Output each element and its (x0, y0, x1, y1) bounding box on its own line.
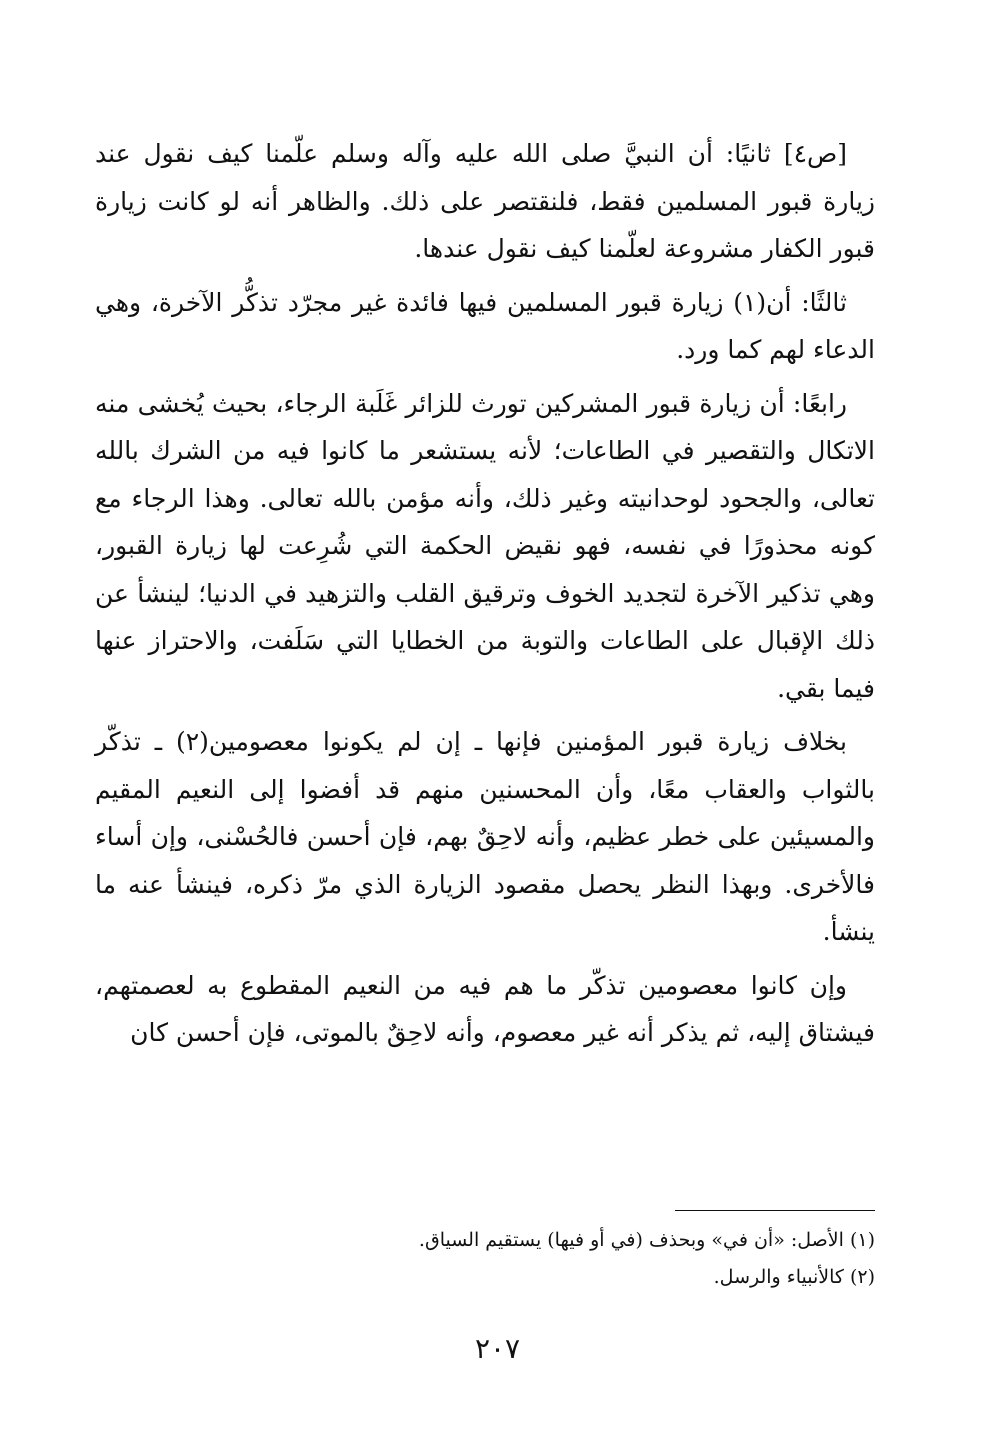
footnote-2: (٢) كالأنبياء والرسل. (713, 1266, 875, 1288)
footnotes (95, 1222, 875, 1296)
page-number: ٢٠٧ (474, 1332, 521, 1365)
main-text (95, 130, 875, 1057)
paragraph-1: [ص٤] ثانيًا: أن النبيَّ صلى الله عليه وآله وسلم علّمنا كيف نقول عند زيارة قبور المسلمين فقط، فلنقتصر على ذلك. والظاهر أنه لو كانت زيارة قبور الكفار مشروعة لعلّمنا كيف نقول عندها. (95, 139, 875, 263)
paragraph-3: رابعًا: أن زيارة قبور المشركين تورث للزائر غَلَبة الرجاء، بحيث يُخشى منه الاتكال والتقصير في الطاعات؛ لأنه يستشعر ما كانوا فيه من الشرك بالله تعالى، والجحود لوحدانيته وغير ذلك، وأنه مؤمن بالله تعالى. وهذا الرجاء مع كونه محذورًا في نفسه، فهو نقيض الحكمة التي شُرِعت لها زيارة القبور، وهي تذكير الآخرة لتجديد الخوف وترقيق القلب والتزهيد في الدنيا؛ لينشأ عن ذلك الإقبال على الطاعات والتوبة من الخطايا التي سَلَفت، والاحتراز عنها فيما بقي. (95, 388, 875, 703)
footnote-1: (١) الأصل: «أن في» وبحذف (في أو فيها) يستقيم السياق. (418, 1229, 875, 1251)
paragraph-4: بخلاف زيارة قبور المؤمنين فإنها ـ إن لم يكونوا معصومين(٢) ـ تذكّر بالثواب والعقاب معًا، وأن المحسنين منهم قد أفضوا إلى النعيم المقيم والمسيئين على خطر عظيم، وأنه لاحِقٌ بهم، فإن أحسن فالحُسْنى، وإن أساء فالأخرى. وبهذا النظر يحصل مقصود الزيارة الذي مرّ ذكره، فينشأ عنه ما ينشأ. (95, 727, 875, 946)
paragraph-5: وإن كانوا معصومين تذكّر ما هم فيه من النعيم المقطوع به لعصمتهم، فيشتاق إليه، ثم يذكر أنه غير معصوم، وأنه لاحِقٌ بالموتى، فإن أحسن كان (95, 970, 875, 1047)
paragraph-2: ثالثًا: أن(١) زيارة قبور المسلمين فيها فائدة غير مجرّد تذكُّر الآخرة، وهي الدعاء لهم كما ورد. (95, 287, 875, 364)
footnote-divider (675, 1210, 875, 1211)
